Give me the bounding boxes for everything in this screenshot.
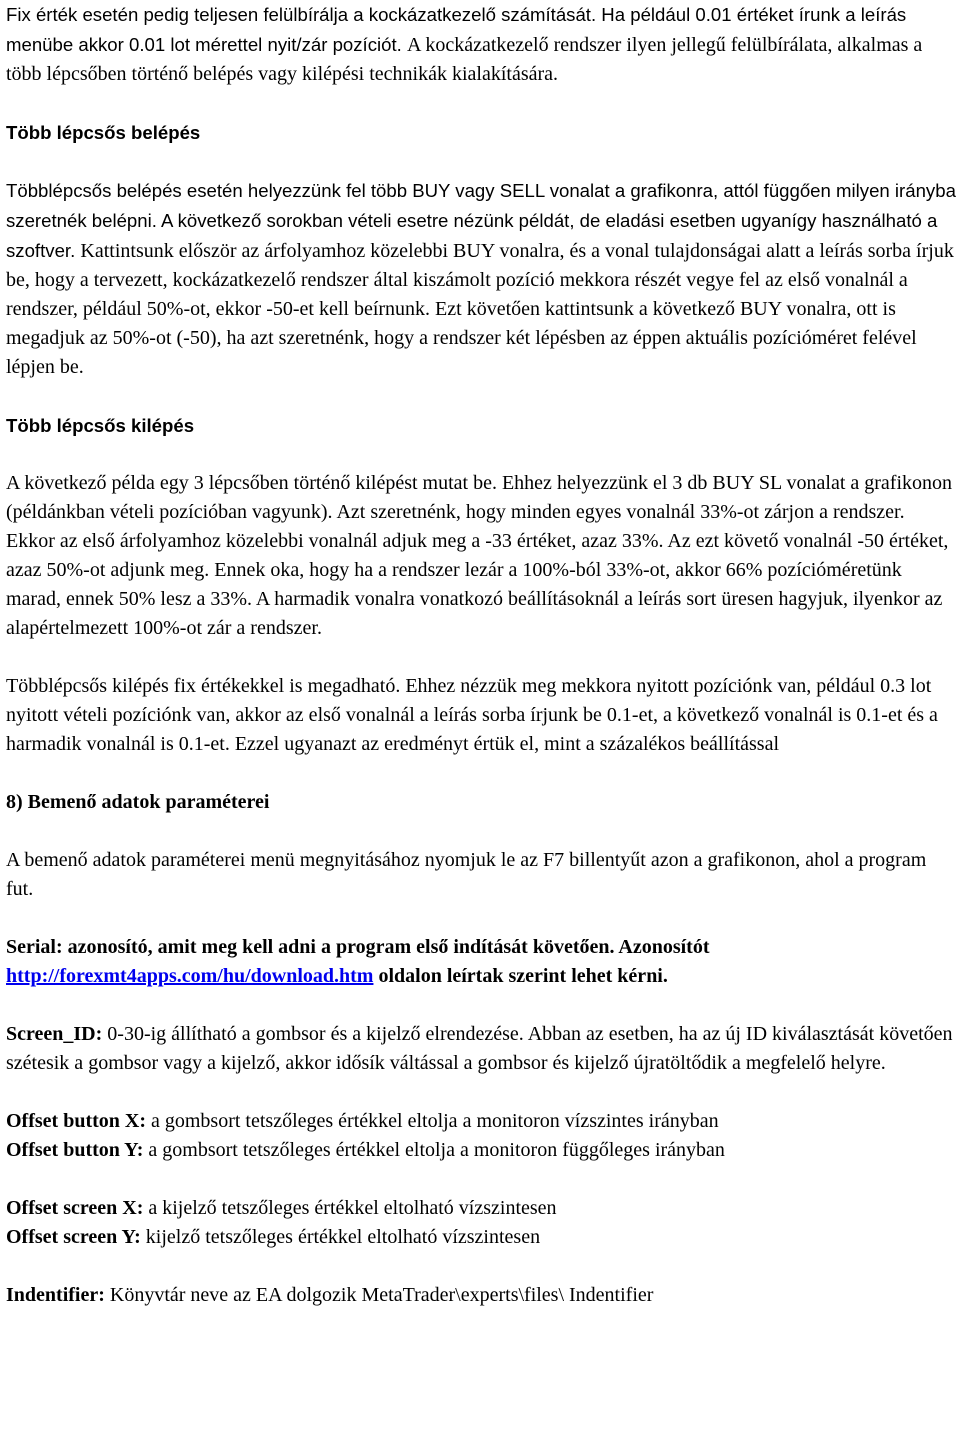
indentifier-line xyxy=(6,1281,958,1310)
multi-entry-text-sans: Többlépcsős belépés esetén helyezzünk fel több BUY vagy SELL vonalat a grafikonra, attól függően milyen irányba szeretnék belépni. A következő sorokban vételi esetre nézünk példát, de eladási esetben ugyanígy használható a szoftver. xyxy=(6,180,956,261)
serial-after-text: oldalon leírtak szerint lehet kérni. xyxy=(373,965,668,987)
download-link[interactable]: http://forexmt4apps.com/hu/download.htm xyxy=(6,965,374,987)
intro-paragraph xyxy=(6,0,958,89)
multi-exit-paragraph-1: A következő példa egy 3 lépcsőben történő kilépést mutat be. Ehhez helyezzünk el 3 db BUY SL vonalat a grafikonon (példánkban vételi pozícióban vagyunk). Azt szeretnénk, hogy minden egyes vonalnál 33%-ot zárjon a rendszer. Ekkor az első árfolyamhoz közelebbi vonalnál adjuk meg a -33 értéket, azaz 33%. Az ezt követő vonalnál -50 értéket, azaz 50%-ot adjunk meg. Ennek oka, hogy ha a rendszer lezár a 100%-ból 33%-ot, akkor 66% pozícióméretünk marad, ennek 50% lesz a 33%. A harmadik vonalra vonatkozó beállításoknál a leírás sort üresen hagyjuk, ilyenkor az alapértelmezett 100%-ot zár a rendszer. xyxy=(6,472,953,639)
offset-button-y-line xyxy=(6,1136,958,1165)
document-page xyxy=(6,0,958,1310)
multi-entry-paragraph xyxy=(6,176,958,382)
section-heading-multi-exit: Több lépcsős kilépés xyxy=(6,415,195,436)
offset-button-x-text: a gombsort tetszőleges értékkel eltolja a monitoron vízszintes irányban xyxy=(146,1110,719,1132)
intro-text-sans: Fix érték esetén pedig teljesen felülbírálja a kockázatkezelő számítását. Ha például 0.01 értéket írunk a leírás menübe akkor 0.01 lot mérettel nyit/zár pozíciót. xyxy=(6,4,907,55)
offset-screen-x-text: a kijelző tetszőleges értékkel eltolható vízszintesen xyxy=(143,1197,557,1219)
offset-screen-x-line xyxy=(6,1194,958,1223)
serial-paragraph xyxy=(6,933,958,991)
indentifier-label: Indentifier: xyxy=(6,1284,105,1306)
offset-screen-x-label: Offset screen X: xyxy=(6,1197,144,1219)
offset-screen-y-line xyxy=(6,1223,958,1252)
input-params-intro: A bemenő adatok paraméterei menü megnyitásához nyomjuk le az F7 billentyűt azon a grafikonon, ahol a program fut. xyxy=(6,849,927,900)
screen-id-paragraph xyxy=(6,1020,958,1078)
offset-screen-y-label: Offset screen Y: xyxy=(6,1226,141,1248)
multi-entry-text-serif: Kattintsunk először az árfolyamhoz közelebbi BUY vonalra, és a vonal tulajdonságai alatt a leírás sorba írjuk be, hogy a tervezett, kockázatkezelő rendszer által kiszámolt pozíció mekkora részét vegye fel az első vonalnál a rendszer, például 50%-ot, ekkor -50-et kell beírnunk. Ezt követően kattintsunk a következő BUY vonalra, ott is megadjuk az 50%-ot (-50), ha azt szeretnénk, hogy a rendszer két lépésben az éppen aktuális pozícióméret felével lépjen be. xyxy=(6,240,954,378)
serial-text: Serial: azonosító, amit meg kell adni a program első indítását követően. Azonosítót xyxy=(6,936,710,958)
section-heading-multi-entry: Több lépcsős belépés xyxy=(6,122,201,143)
intro-text-serif: A kockázatkezelő rendszer ilyen jellegű felülbírálata, alkalmas a több lépcsőben történő belépés vagy kilépési technikák kialakítására. xyxy=(6,34,923,85)
screen-id-label: Screen_ID: xyxy=(6,1023,103,1045)
screen-id-text: 0-30-ig állítható a gombsor és a kijelző elrendezése. Abban az esetben, ha az új ID kiválasztását követően szétesik a gombsor vagy a kijelző, akkor idősík váltással a gombsor és kijelző újratöltődik a megfelelő helyre. xyxy=(6,1023,953,1074)
offset-button-y-text: a gombsort tetszőleges értékkel eltolja a monitoron függőleges irányban xyxy=(143,1139,725,1161)
section-heading-input-params: 8) Bemenő adatok paraméterei xyxy=(6,791,270,813)
offset-button-x-line xyxy=(6,1107,958,1136)
offset-screen-y-text: kijelző tetszőleges értékkel eltolható vízszintesen xyxy=(140,1226,541,1248)
offset-button-y-label: Offset button Y: xyxy=(6,1139,144,1161)
multi-exit-paragraph-2: Többlépcsős kilépés fix értékekkel is megadható. Ehhez nézzük meg mekkora nyitott pozíciónk van, például 0.3 lot nyitott vételi pozíciónk van, akkor az első vonalnál a leírás sorba írjunk be 0.1-et, a következő vonalnál is 0.1-et és a harmadik vonalnál is 0.1-et. Ezzel ugyanazt az eredményt értük el, mint a százalékos beállítással xyxy=(6,675,938,755)
indentifier-text: Könyvtár neve az EA dolgozik MetaTrader\experts\files\ Indentifier xyxy=(104,1284,654,1306)
offset-button-x-label: Offset button X: xyxy=(6,1110,146,1132)
